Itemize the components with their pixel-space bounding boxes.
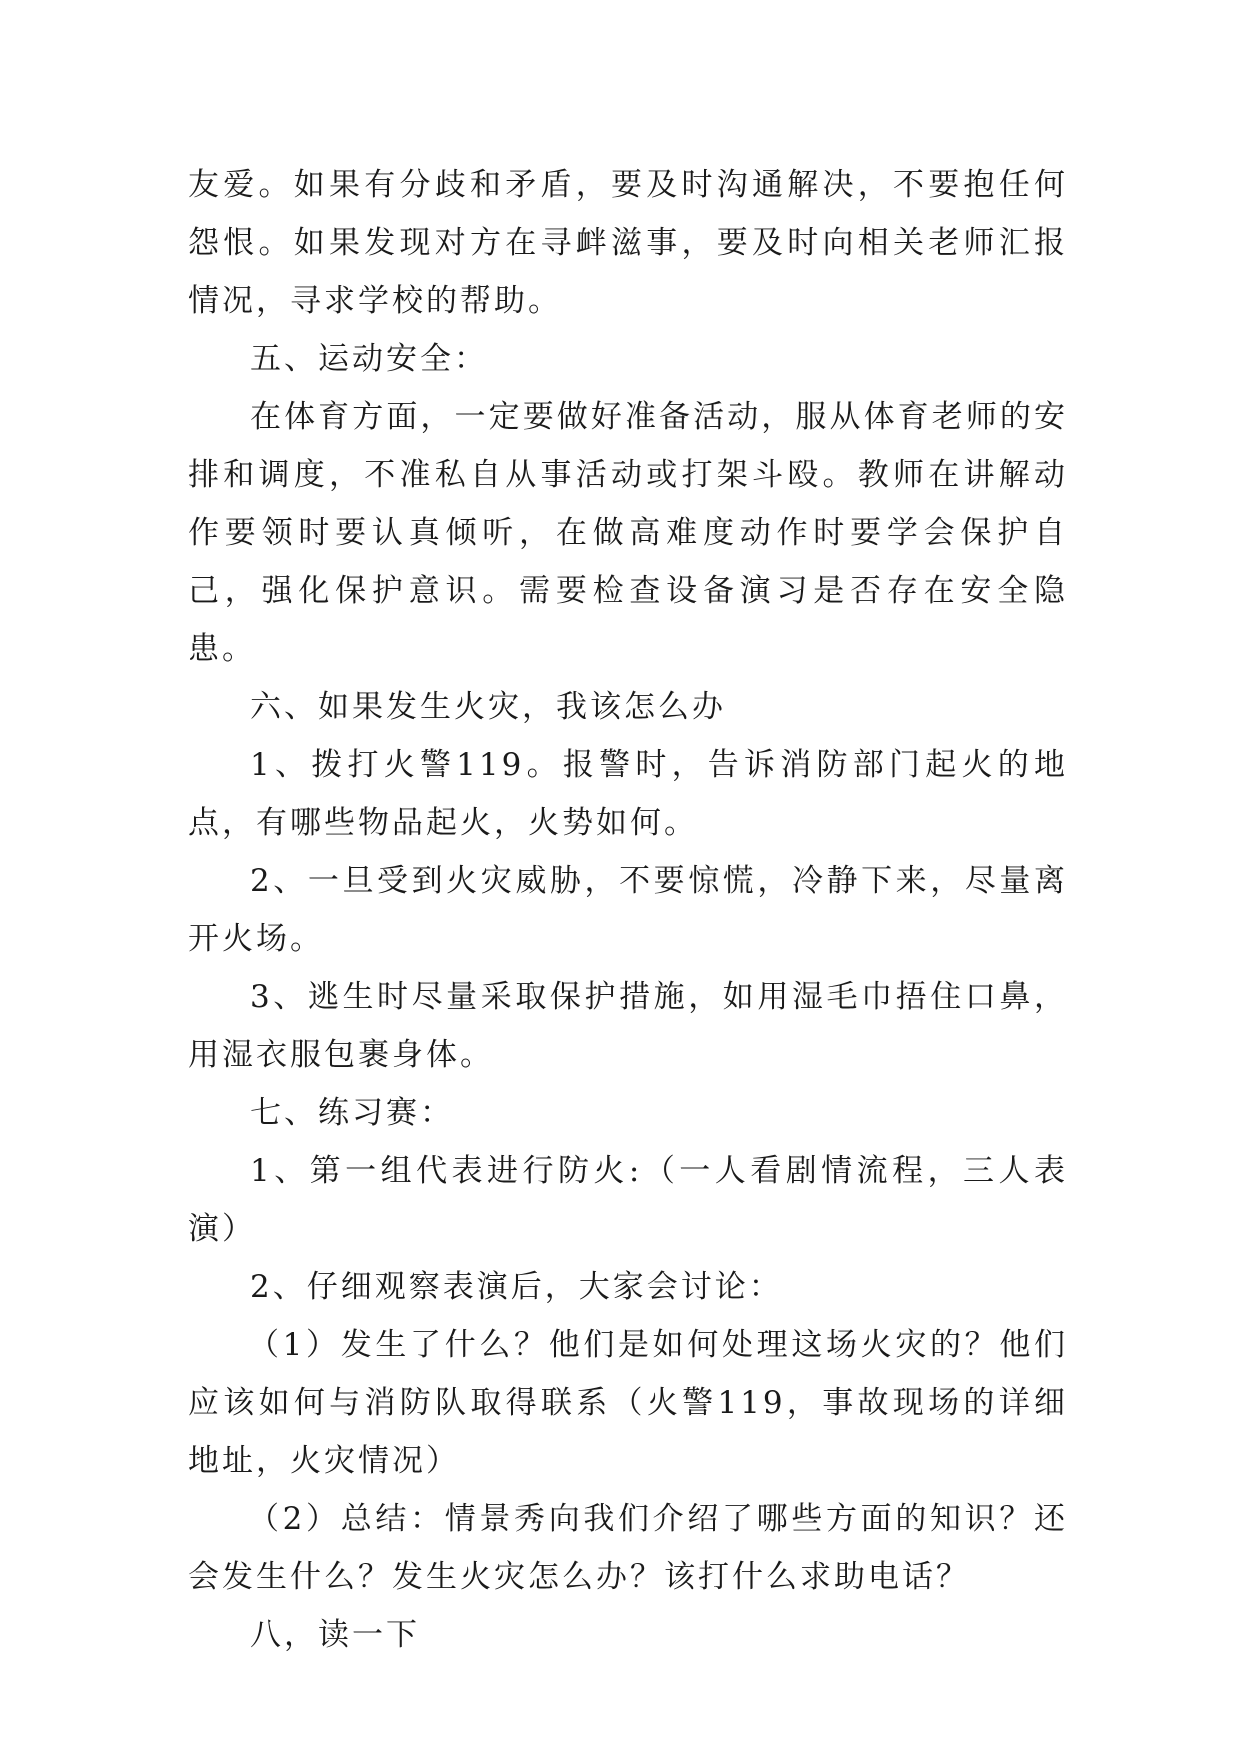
sub-item-summary: （2）总结：情景秀向我们介绍了哪些方面的知识？还会发生什么？发生火灾怎么办？该打什么求助电话？ (188, 1501, 1068, 1595)
section-heading-sports-safety: 五、运动安全： (250, 341, 488, 377)
list-item-stay-calm: 2、一旦受到火灾威胁，不要惊慌，冷静下来，尽量离开火场。 (188, 863, 1068, 957)
document-body (188, 156, 1068, 1664)
section-heading-practice: 七、练习赛： (250, 1095, 454, 1131)
paragraph-continuation: 友爱。如果有分歧和矛盾，要及时沟通解决，不要抱任何怨恨。如果发现对方在寻衅滋事，要及时向相关老师汇报情况，寻求学校的帮助。 (188, 167, 1068, 319)
sub-item-what-happened: （1）发生了什么？他们是如何处理这场火灾的？他们应该如何与消防队取得联系（火警119，事故现场的详细地址，火灾情况） (188, 1327, 1068, 1479)
section-heading-fire: 六、如果发生火灾，我该怎么办 (250, 689, 726, 725)
section-heading-read: 八，读一下 (250, 1617, 420, 1653)
list-item-group-one: 1、第一组代表进行防火:（一人看剧情流程，三人表演） (188, 1153, 1068, 1247)
list-item-discussion: 2、仔细观察表演后，大家会讨论： (250, 1269, 783, 1305)
list-item-protect: 3、逃生时尽量采取保护措施，如用湿毛巾捂住口鼻，用湿衣服包裹身体。 (188, 979, 1068, 1073)
list-item-call-119: 1、拨打火警119。报警时，告诉消防部门起火的地点，有哪些物品起火，火势如何。 (188, 747, 1068, 841)
paragraph-sports-safety: 在体育方面，一定要做好准备活动，服从体育老师的安排和调度，不准私自从事活动或打架斗殴。教师在讲解动作要领时要认真倾听，在做高难度动作时要学会保护自己，强化保护意识。需要检查设备演习是否存在安全隐患。 (188, 399, 1068, 667)
